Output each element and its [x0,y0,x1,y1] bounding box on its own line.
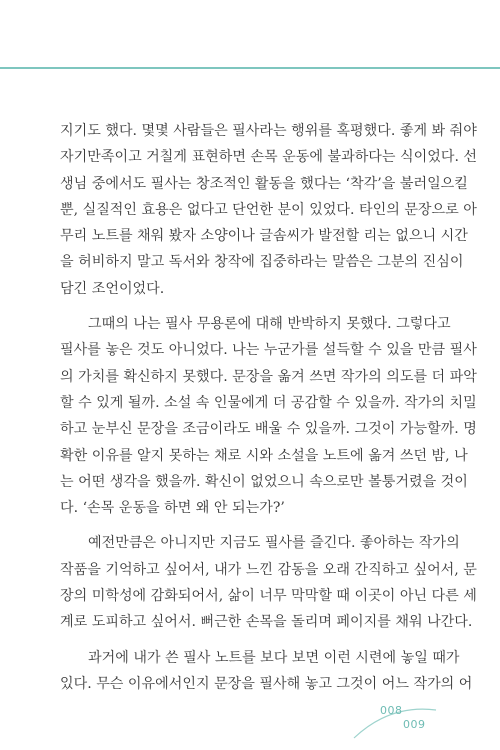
paragraph-2 [60,311,477,521]
text-line: 무리 노트를 채워 봤자 소양이나 글솜씨가 발전할 리는 없으니 시간 [60,228,468,245]
text-line: 계로 도피하고 싶어서. 뻐근한 손목을 돌리며 페이지를 채워 나간다. [60,614,473,631]
body-text [60,118,478,697]
header-divider-line [0,67,500,69]
text-line: 장의 미학성에 감화되어서, 삶이 너무 막막할 때 이곳이 아닌 다른 세 [60,588,477,605]
text-line: 할 수 있게 될까. 소설 속 인물에게 더 공감할 수 있을까. 작가의 치밀 [60,394,477,411]
text-line: 지기도 했다. 몇몇 사람들은 필사라는 행위를 혹평했다. 좋게 봐 줘야 [60,123,477,139]
text-line: 담긴 조언이었다. [60,280,165,297]
text-line: 필사를 놓은 것도 아니었다. 나는 누군가를 설득할 수 있을 만큼 필사 [60,342,477,359]
text-line: 하고 눈부신 문장을 조금이라도 배울 수 있을까. 그것이 가능할까. 명 [60,421,477,438]
text-line: 다. ‘손목 운동을 하면 왜 안 되는가?’ [60,500,285,517]
text-line: 그때의 나는 필사 무용론에 대해 반박하지 못했다. 그렇다고 [88,316,451,333]
paragraph-4 [60,645,473,698]
text-line: 자기만족이고 거칠게 표현하면 손목 운동에 불과하다는 식이었다. 선 [60,149,478,166]
text-line: 는 어떤 생각을 했을까. 확신이 없었으니 속으로만 볼퉁거렸을 것이 [60,473,468,490]
text-line: 있다. 무슨 이유에서인지 문장을 필사해 놓고 그것이 어느 작가의 어 [60,675,473,692]
paragraph-1 [60,118,478,302]
text-line: 의 가치를 확신하지 못했다. 문장을 옮겨 쓰면 작가의 의도를 더 파악 [60,368,477,385]
text-line: 확한 이유를 알지 못하는 채로 시와 소설을 노트에 옮겨 쓰던 밤, 나 [60,447,468,464]
text-line: 작품을 기억하고 싶어서, 내가 느낀 감동을 오래 간직하고 싶어서, 문 [60,561,477,578]
paragraph-3 [60,530,477,635]
text-line: 예전만큼은 아니지만 지금도 필사를 즐긴다. 좋아하는 작가의 [88,535,460,552]
text-line: 뿐, 실질적인 효용은 없다고 단언한 분이 있었다. 타인의 문장으로 아 [60,201,477,218]
text-line: 과거에 내가 쓴 필사 노트를 보다 보면 이런 시련에 놓일 때가 [88,649,460,666]
page-number-left: 008 [380,704,403,717]
text-line: 을 허비하지 말고 독서와 창작에 집중하라는 말씀은 그분의 진심이 [60,254,464,271]
text-line: 생님 중에서도 필사는 창조적인 활동을 했다는 ‘착각’을 불러일으킬 [60,175,468,192]
page-number-right: 009 [403,718,426,731]
